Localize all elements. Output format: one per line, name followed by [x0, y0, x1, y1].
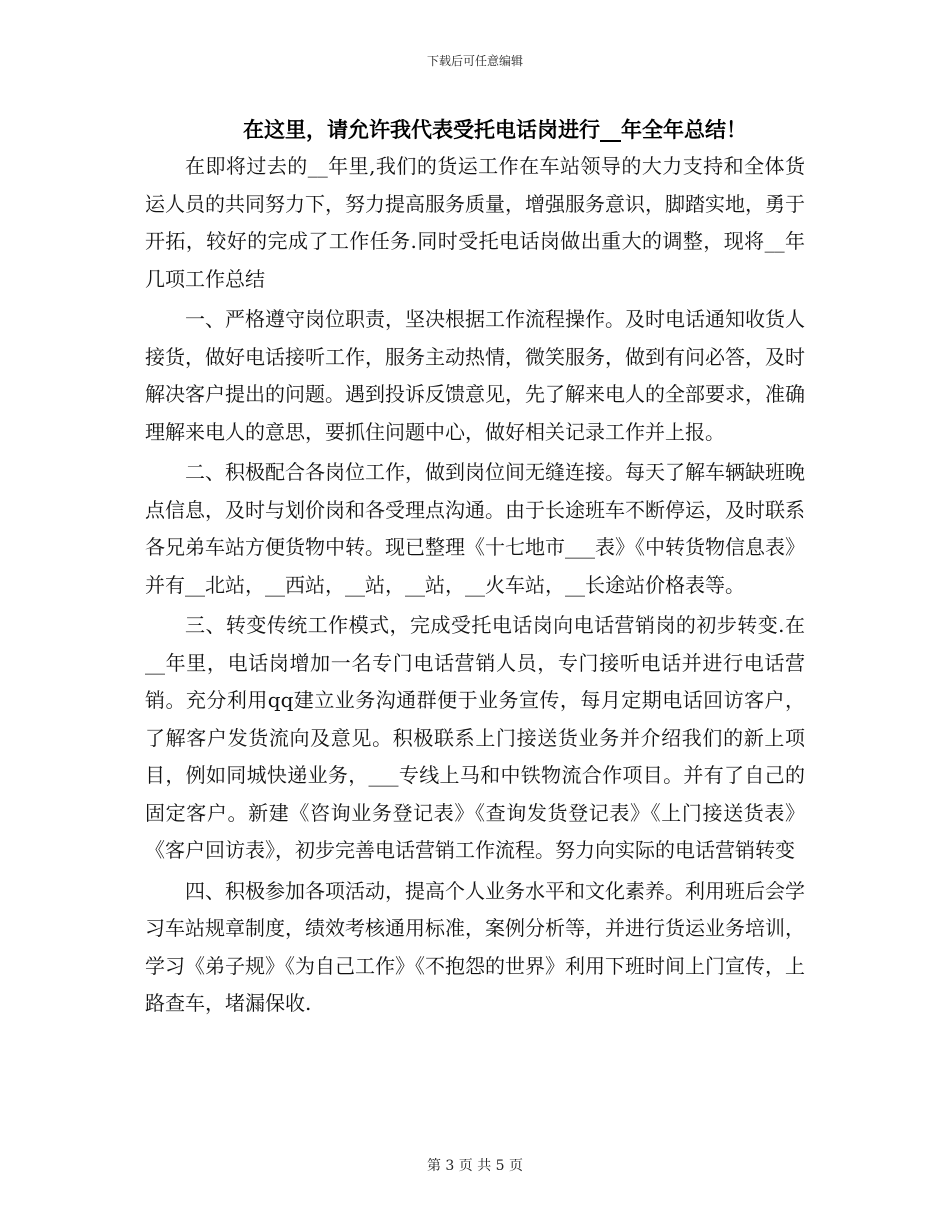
document-title: 在这里，请允许我代表受托电话岗进行__年全年总结！ — [243, 118, 747, 142]
page-footer: 第 3 页 共 5 页 — [426, 1158, 524, 1174]
paragraph-section-1: 一、严格遵守岗位职责，坚决根据工作流程操作。及时电话通知收货人接货，做好电话接听工作，服务主动热情，微笑服务，做到有问必答，及时解决客户提出的问题。遇到投诉反馈意见，先了解来电人的全部要求，准确理解来电人的意思，要抓住问题中心，做好相关记录工作并上报。 — [145, 307, 805, 444]
paragraph-section-3: 三、转变传统工作模式，完成受托电话岗向电话营销岗的初步转变.在__年里，电话岗增加一名专门电话营销人员，专门接听电话并进行电话营销。充分利用qq建立业务沟通群便于业务宣传，每月定期电话回访客户，了解客户发货流向及意见。积极联系上门接送货业务并介绍我们的新上项目，例如同城快递业务，___专线上马和中铁物流合作项目。并有了自己的固定客户。新建《咨询业务登记表》《查询发货登记表》《上门接送货表》《客户回访表》，初步完善电话营销工作流程。努力向实际的电话营销转变 — [145, 613, 805, 862]
paragraph-intro: 在即将过去的__年里,我们的货运工作在车站领导的大力支持和全体货运人员的共同努力下，努力提高服务质量，增强服务意识，脚踏实地，勇于开拓，较好的完成了工作任务.同时受托电话岗做出重大的调整，现将__年几项工作总结 — [145, 154, 805, 291]
paragraph-section-4: 四、积极参加各项活动，提高个人业务水平和文化素养。利用班后会学习车站规章制度，绩效考核通用标准，案例分析等，并进行货运业务培训，学习《弟子规》《为自己工作》《不抱怨的世界》利用下班时间上门宣传，上路查车，堵漏保收. — [145, 878, 805, 1015]
document-body — [145, 148, 805, 1023]
page-header: 下载后可任意编辑 — [426, 54, 523, 68]
paragraph-section-2: 二、积极配合各岗位工作，做到岗位间无缝连接。每天了解车辆缺班晚点信息，及时与划价岗和各受理点沟通。由于长途班车不断停运，及时联系各兄弟车站方便货物中转。现已整理《十七地市___表》《中转货物信息表》并有__北站，__西站，__站，__站，__火车站，__长途站价格表等。 — [145, 460, 805, 597]
